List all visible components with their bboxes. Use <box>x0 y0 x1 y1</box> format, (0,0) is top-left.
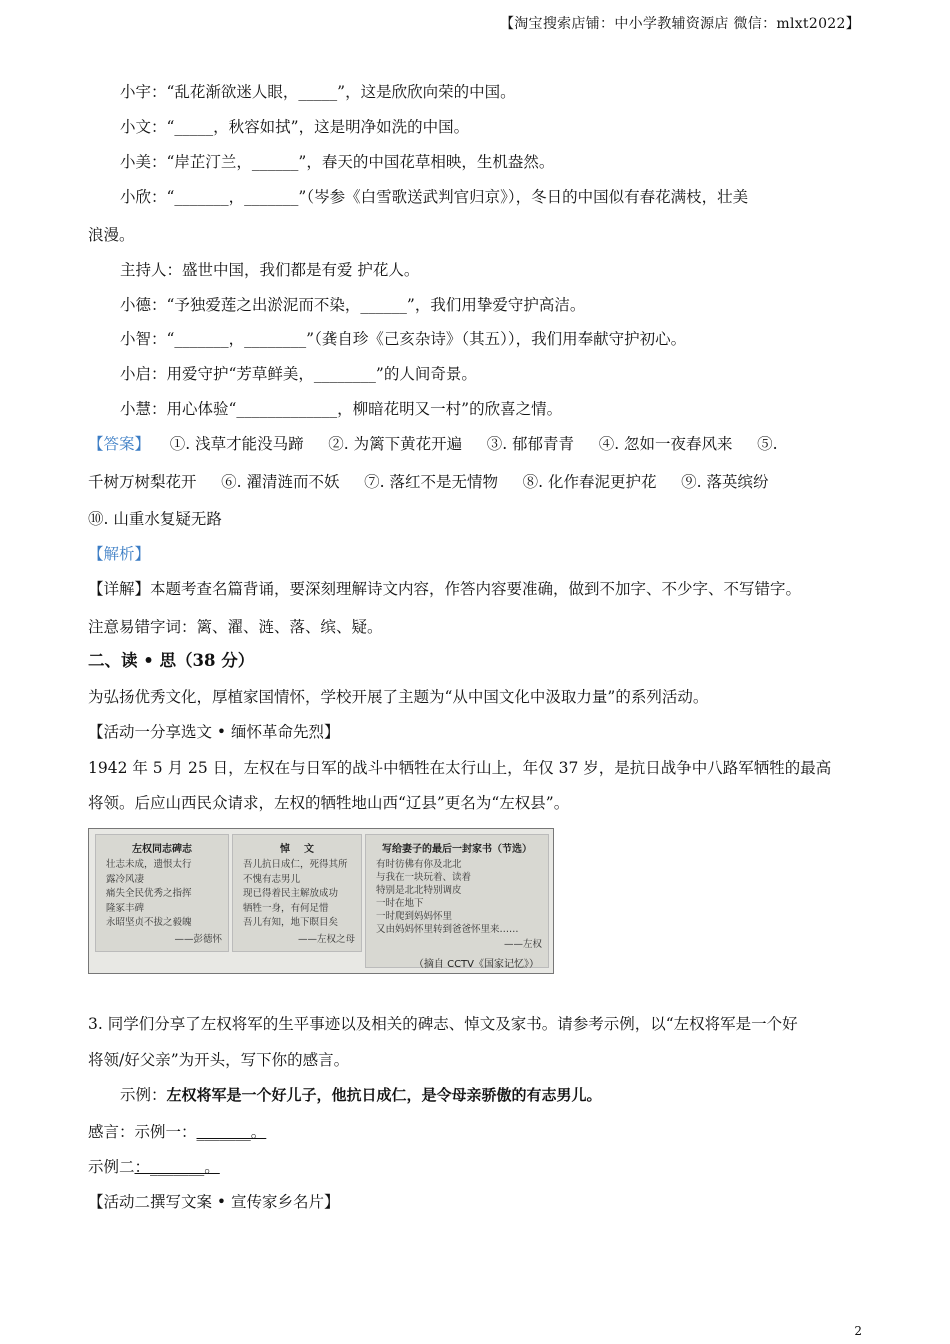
host-line: 主持人：盛世中国，我们都是有爱 护花人。 <box>120 261 420 279</box>
answer-line-3: ⑩. 山重水复疑无路 <box>88 510 222 528</box>
poem-line-xiaoqi: 小启：用爱守护“芳草鲜美，________”的人间奇景。 <box>120 365 477 383</box>
page-number: 2 <box>854 1324 862 1338</box>
page-header: 【淘宝搜索店铺：中小学教辅资源店 微信：mlxt2022】 <box>499 16 860 32</box>
epitaph-title: 左权同志碑志 <box>132 844 192 855</box>
poem-line-xiaozhi: 小智：“_______，________”（龚自珍《己亥杂诗》（其五）），我们用奉献守护初心。 <box>120 330 687 348</box>
answer-line-2: 千树万树梨花开 ⑥. 濯清涟而不妖 ⑦. 落红不是无情物 ⑧. 化作春泥更护花 ⑨. 落英缤纷 <box>88 473 769 491</box>
poem-line-xiaode: 小德：“予独爱莲之出淤泥而不染，______”，我们用挚爱守护高洁。 <box>120 296 586 314</box>
epitaph-signature: ——彭德怀 <box>174 933 222 945</box>
epitaph-line: 痛失全民优秀之指挥 <box>106 888 192 899</box>
section-intro: 为弘扬优秀文化，厚植家国情怀，学校开展了主题为“从中国文化中汲取力量”的系列活动。 <box>88 688 709 706</box>
example-label: 示例： <box>120 1086 167 1104</box>
eulogy-title: 悼 文 <box>280 844 314 855</box>
eulogy-line: 吾儿抗日成仁，死得其所 <box>243 859 348 870</box>
answer-block <box>88 433 778 455</box>
letter-line: 一时在地下 <box>376 898 424 909</box>
eulogy-line: 不愧有志男儿 <box>243 873 301 885</box>
panel-letter <box>365 834 549 968</box>
answer-example-1-blank: _______。 <box>196 1123 267 1141</box>
answer-example-2-label: 示例二 <box>88 1158 135 1176</box>
answer-label: 【答案】 <box>88 435 151 453</box>
epitaph-line: 隆冢丰碑 <box>106 902 145 914</box>
poem-line-xiaoxin: 小欣：“_______，_______”（岑参《白雪歌送武判官归京》），冬日的中国似有春花满枝，壮美 <box>120 188 749 206</box>
eulogy-line: 吾儿有知，地下瞑目矣 <box>243 917 339 928</box>
poem-line-xiaohui: 小慧：用心体验“_____________，柳暗花明又一村”的欣喜之情。 <box>120 400 563 418</box>
analysis-detail: 【详解】本题考查名篇背诵，要深刻理解诗文内容，作答内容要准确，做到不加字、不少字、不写错字。 <box>88 580 802 598</box>
answer-example-2-blank: ：_______。 <box>134 1158 220 1176</box>
bio-line-2: 将领。后应山西民众请求，左权的牺牲地山西“辽县”更名为“左权县”。 <box>88 794 570 812</box>
analysis-label: 【解析】 <box>88 545 151 563</box>
letter-body <box>376 858 548 936</box>
letter-line: 又由妈妈怀里转到爸爸怀里来…… <box>376 924 519 935</box>
memorial-image <box>88 828 554 974</box>
epitaph-body <box>106 858 228 931</box>
activity-two-heading: 【活动二撰写文案 • 宣传家乡名片】 <box>88 1193 340 1211</box>
image-credit: （摘自 CCTV《国家记忆》） <box>413 959 539 970</box>
letter-title: 写给妻子的最后一封家书（节选） <box>382 844 532 855</box>
poem-line-xiaoyu: 小宇：“乱花渐欲迷人眼，_____”，这是欣欣向荣的中国。 <box>120 83 516 101</box>
epitaph-line: 露冷风凄 <box>106 873 145 885</box>
answer-example-2 <box>88 1156 220 1178</box>
example-text: 左权将军是一个好儿子，他抗日成仁，是令母亲骄傲的有志男儿。 <box>166 1086 602 1104</box>
answer-line-1: ①. 浅草才能没马蹄 ②. 为篱下黄花开遍 ③. 郁郁青青 ④. 忽如一夜春风来 ⑤. <box>150 435 778 453</box>
letter-line: 有时彷佛有你及北北 <box>376 859 462 870</box>
panel-eulogy <box>232 834 362 952</box>
bio-line-1: 1942 年 5 月 25 日，左权在与日军的战斗中牺牲在太行山上，年仅 37 岁，是抗日战争中八路军牺牲的最高 <box>88 759 832 777</box>
poem-line-xiaowen: 小文：“_____，秋容如拭”，这是明净如洗的中国。 <box>120 118 470 136</box>
eulogy-line: 牺牲一身，有何足惜 <box>243 902 329 914</box>
letter-line: 特别是北北特别调皮 <box>376 885 462 896</box>
answer-example-1-label: 感言：示例一： <box>88 1123 197 1141</box>
section-title: 二、读 • 思（38 分） <box>88 651 255 670</box>
question-3-line-2: 将领/好父亲”为开头，写下你的感言。 <box>88 1051 350 1069</box>
letter-line: 与我在一块玩着、读着 <box>376 872 472 883</box>
example-line <box>120 1084 602 1106</box>
analysis-note: 注意易错字词：篱、濯、涟、落、缤、疑。 <box>88 618 383 636</box>
poem-line-xiaoxin-cont: 浪漫。 <box>88 226 135 244</box>
letter-signature: ——左权 <box>503 939 542 950</box>
eulogy-body <box>243 858 361 931</box>
letter-line: 一时爬到妈妈怀里 <box>376 911 453 922</box>
eulogy-line: 现已得着民主解放成功 <box>243 888 339 899</box>
poem-line-xiaomei: 小美：“岸芷汀兰，______”，春天的中国花草相映，生机盎然。 <box>120 153 555 171</box>
activity-one-heading: 【活动一分享选文 • 缅怀革命先烈】 <box>88 723 340 741</box>
eulogy-signature: ——左权之母 <box>297 933 355 945</box>
epitaph-line: 壮志未成，遗恨太行 <box>106 859 192 870</box>
answer-example-1 <box>88 1121 266 1143</box>
question-3-line-1: 3. 同学们分享了左权将军的生平事迹以及相关的碑志、悼文及家书。请参考示例，以“左权将军是一个好 <box>88 1015 798 1033</box>
epitaph-line: 永昭坚贞不拔之毅魄 <box>106 917 192 928</box>
panel-epitaph <box>95 834 229 952</box>
